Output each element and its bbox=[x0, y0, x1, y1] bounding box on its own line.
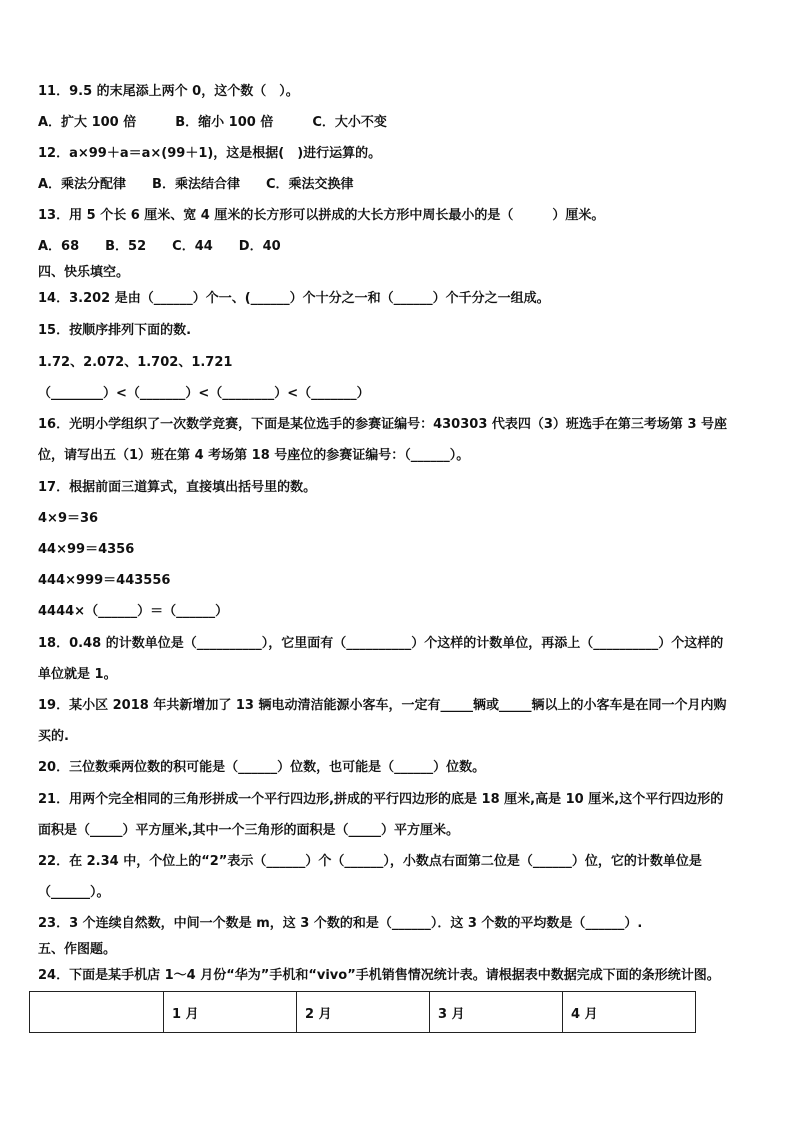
q12-options: A．乘法分配律 B．乘法结合律 C．乘法交换律 bbox=[38, 177, 354, 192]
q21-stem-2: 面积是（_____）平方厘米,其中一个三角形的面积是（_____）平方厘米。 bbox=[38, 823, 459, 838]
q16-stem-2: 位，请写出五（1）班在第 4 考场第 18 号座位的参赛证编号：（______）。 bbox=[38, 448, 470, 463]
table-header-row bbox=[30, 992, 696, 1033]
q13-stem: 13．用 5 个长 6 厘米、宽 4 厘米的长方形可以拼成的大长方形中周长最小的是（ ）厘米。 bbox=[38, 208, 605, 223]
q13-options: A．68 B．52 C．44 D．40 bbox=[38, 239, 281, 254]
q18-stem-1: 18．0.48 的计数单位是（__________），它里面有（__________）个这样的计数单位，再添上（__________）个这样的 bbox=[38, 636, 724, 651]
q17-eq-3: 444×999＝443556 bbox=[38, 573, 171, 588]
q19-stem-1: 19．某小区 2018 年共新增加了 13 辆电动清洁能源小客车，一定有_____辆或_____辆以上的小客车是在同一个月内购 bbox=[38, 698, 727, 713]
q14-stem: 14．3.202 是由（______）个一、(______）个十分之一和（______）个千分之一组成。 bbox=[38, 291, 550, 306]
section-four-heading: 四、快乐填空。 bbox=[38, 265, 130, 280]
q15-blanks: （________）<（_______）<（________）<（_______） bbox=[38, 386, 370, 401]
q11-stem: 11．9.5 的末尾添上两个 0，这个数（ ）。 bbox=[38, 84, 299, 99]
q17-eq-1: 4×9＝36 bbox=[38, 511, 99, 526]
q22-stem-2: （______）。 bbox=[38, 885, 110, 900]
q12-stem: 12．a×99＋a＝a×(99＋1)，这是根据( )进行运算的。 bbox=[38, 146, 382, 161]
q20-stem: 20．三位数乘两位数的积可能是（______）位数，也可能是（______）位数。 bbox=[38, 760, 486, 775]
q17-stem: 17．根据前面三道算式，直接填出括号里的数。 bbox=[38, 480, 317, 495]
q17-eq-2: 44×99＝4356 bbox=[38, 542, 135, 557]
table-header-cell: 4 月 bbox=[563, 992, 696, 1033]
q15-numbers: 1.72、2.072、1.702、1.721 bbox=[38, 355, 233, 370]
q18-stem-2: 单位就是 1。 bbox=[38, 667, 117, 682]
sales-table bbox=[29, 991, 696, 1033]
section-five-heading: 五、作图题。 bbox=[38, 942, 117, 957]
table-header-cell: 3 月 bbox=[430, 992, 563, 1033]
q24-stem: 24．下面是某手机店 1～4 月份“华为”手机和“vivo”手机销售情况统计表。请根据表中数据完成下面的条形统计图。 bbox=[38, 968, 720, 983]
q23-stem: 23．3 个连续自然数，中间一个数是 m，这 3 个数的和是（______）．这 3 个数的平均数是（______）. bbox=[38, 916, 643, 931]
q15-stem: 15．按顺序排列下面的数. bbox=[38, 323, 192, 338]
table-header-cell bbox=[30, 992, 164, 1033]
q17-eq-4: 4444×（______）＝（______） bbox=[38, 604, 229, 619]
q22-stem-1: 22．在 2.34 中，个位上的“2”表示（______）个（______），小数点右面第二位是（______）位，它的计数单位是 bbox=[38, 854, 702, 869]
table-header-cell: 1 月 bbox=[164, 992, 297, 1033]
q21-stem-1: 21．用两个完全相同的三角形拼成一个平行四边形,拼成的平行四边形的底是 18 厘米,高是 10 厘米,这个平行四边形的 bbox=[38, 792, 724, 807]
q11-options: A．扩大 100 倍 B．缩小 100 倍 C．大小不变 bbox=[38, 115, 387, 130]
q19-stem-2: 买的. bbox=[38, 729, 69, 744]
table-header-cell: 2 月 bbox=[297, 992, 430, 1033]
q16-stem-1: 16．光明小学组织了一次数学竞赛，下面是某位选手的参赛证编号：430303 代表四（3）班选手在第三考场第 3 号座 bbox=[38, 417, 728, 432]
